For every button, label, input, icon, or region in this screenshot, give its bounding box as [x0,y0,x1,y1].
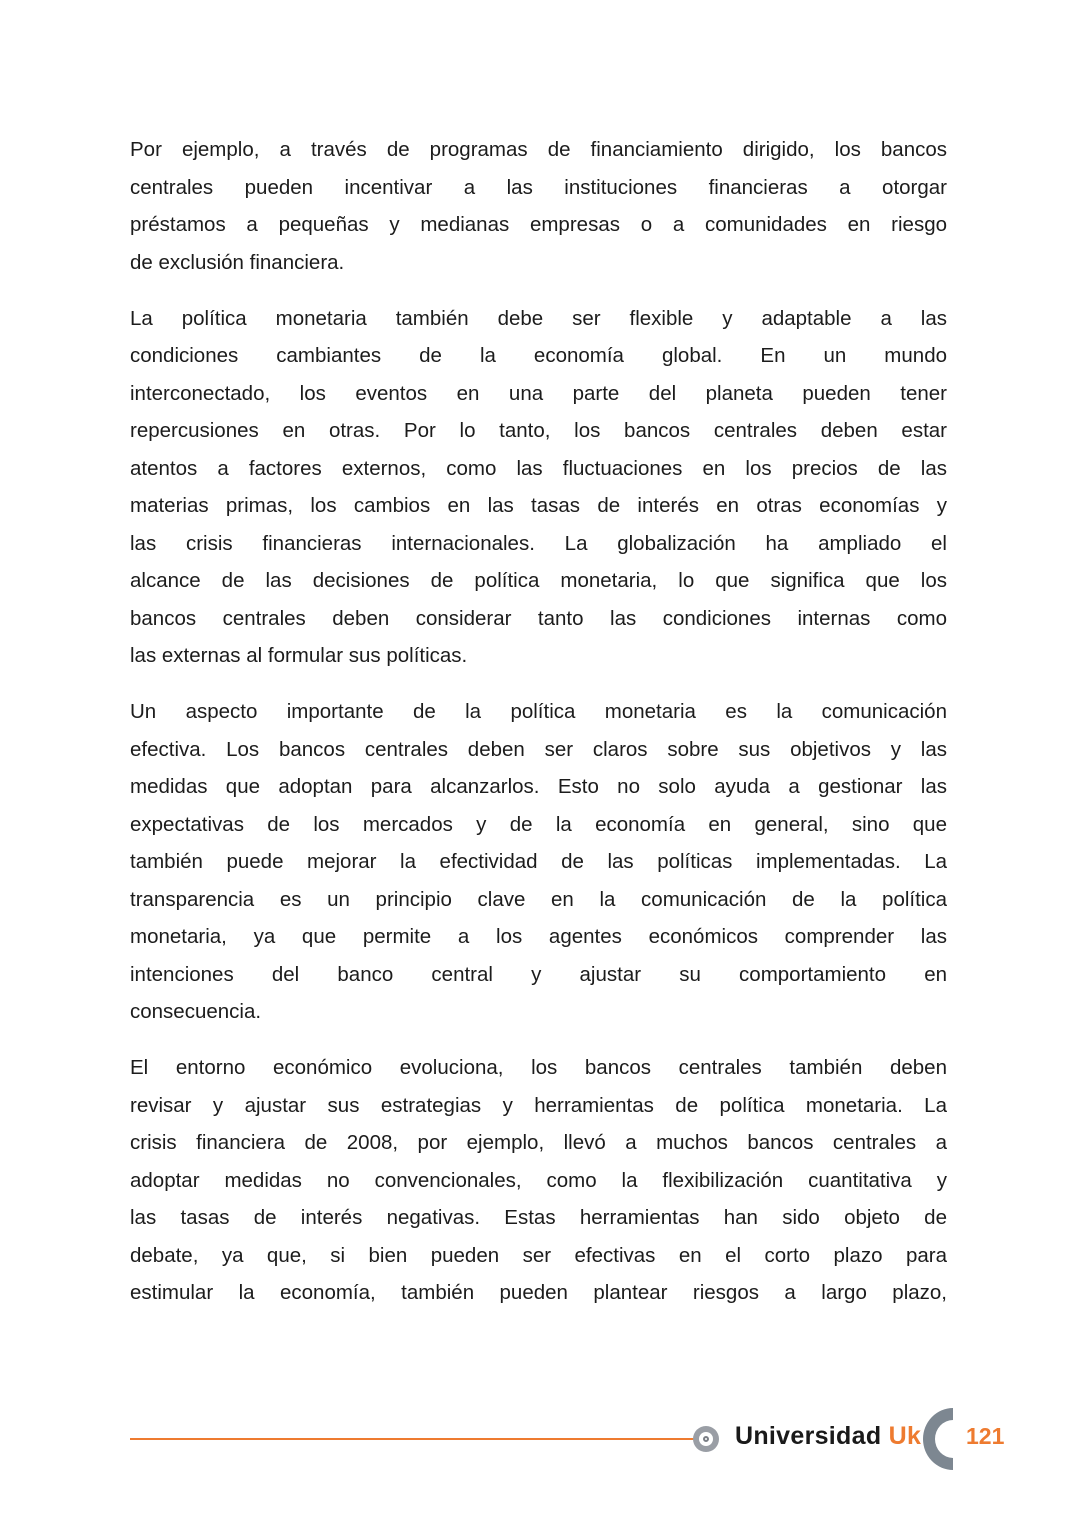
page-body [130,131,947,1330]
text-line: interconectado, los eventos en una parte del planeta pueden tener [130,381,947,405]
text-line: expectativas de los mercados y de la economía en general, sino que [130,812,947,836]
text-line: condiciones cambiantes de la economía global. En un mundo [130,344,947,367]
text-line: de exclusión financiera. [130,250,345,274]
text-line: El entorno económico evoluciona, los bancos centrales también deben [130,1056,947,1079]
footer-brand [735,1422,921,1451]
text-line: transparencia es un principio clave en la comunicación de la política [130,887,947,911]
paragraph [130,131,947,281]
text-line: efectiva. Los bancos centrales deben ser claros sobre sus objetivos y las [130,737,947,761]
text-line: préstamos a pequeñas y medianas empresas o a comunidades en riesgo [130,213,947,236]
text-line: adoptar medidas no convencionales, como la flexibilización cuantitativa y [130,1168,947,1192]
footer-rule [130,1438,695,1440]
text-line: alcance de las decisiones de política monetaria, lo que significa que los [130,569,947,592]
footer-circle-icon [693,1426,719,1452]
text-line: las tasas de interés negativas. Estas herramientas han sido objeto de [130,1206,947,1229]
text-line: bancos centrales deben considerar tanto las condiciones internas como [130,606,947,630]
brand-suffix: Uk [888,1422,922,1450]
brand-name: Universidad [735,1422,882,1450]
paragraph [130,300,947,675]
text-line: estimular la economía, también pueden plantear riesgos a largo plazo, [130,1281,947,1304]
text-line: las externas al formular sus políticas. [130,644,468,667]
text-line: debate, ya que, si bien pueden ser efectivas en el corto plazo para [130,1243,947,1267]
text-line: centrales pueden incentivar a las instituciones financieras a otorgar [130,175,947,199]
text-line: intenciones del banco central y ajustar su comportamiento en [130,962,947,986]
text-line: consecuencia. [130,1000,262,1023]
text-line: las crisis financieras internacionales. La globalización ha ampliado el [130,531,947,555]
text-line: monetaria, ya que permite a los agentes económicos comprender las [130,925,947,948]
text-line: Por ejemplo, a través de programas de financiamiento dirigido, los bancos [130,138,947,161]
text-line: medidas que adoptan para alcanzarlos. Esto no solo ayuda a gestionar las [130,775,947,798]
page-number: 121 [966,1423,1005,1449]
text-line: repercusiones en otras. Por lo tanto, los bancos centrales deben estar [130,419,947,442]
paragraph [130,693,947,1031]
text-line: La política monetaria también debe ser flexible y adaptable a las [130,306,947,330]
text-line: crisis financiera de 2008, por ejemplo, llevó a muchos bancos centrales a [130,1131,947,1154]
text-line: Un aspecto importante de la política monetaria es la comunicación [130,700,947,723]
text-line: también puede mejorar la efectividad de las políticas implementadas. La [130,850,947,873]
text-line: atentos a factores externos, como las fluctuaciones en los precios de las [130,456,947,480]
paragraph [130,1049,947,1312]
text-line: materias primas, los cambios en las tasas de interés en otras economías y [130,494,947,517]
text-line: revisar y ajustar sus estrategias y herramientas de política monetaria. La [130,1093,947,1117]
